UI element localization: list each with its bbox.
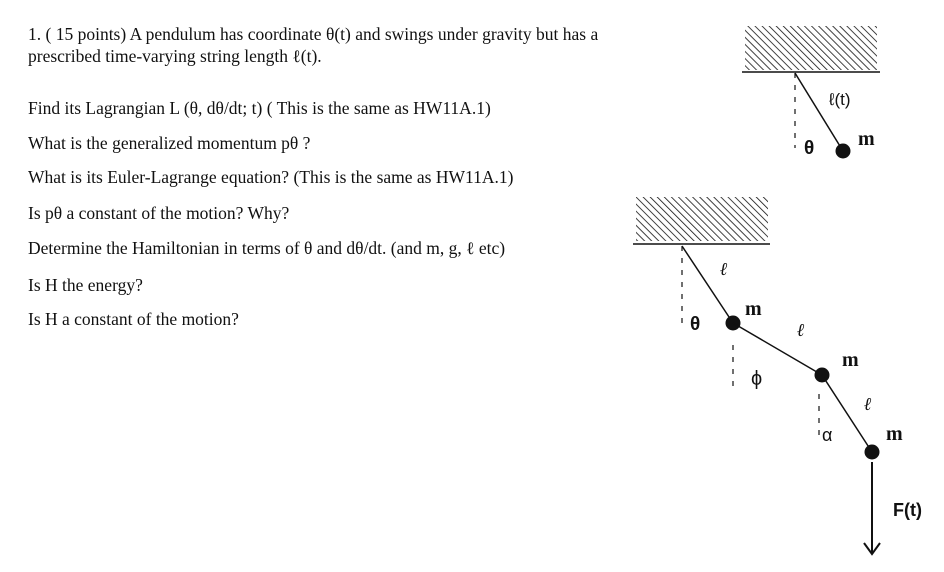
problem-header-line-2: prescribed time-varying string length ℓ(t). — [28, 46, 322, 66]
bottom-ceiling-hatch — [636, 197, 768, 241]
angle-alpha-label: α — [822, 425, 833, 445]
mass-label-1: m — [745, 298, 762, 320]
question-constant-h: Is H a constant of the motion? — [28, 309, 239, 329]
length-label-2: ℓ — [797, 320, 805, 340]
top-mass-bob — [836, 144, 851, 159]
mass-label-3: m — [886, 423, 903, 445]
length-label-3: ℓ — [864, 394, 872, 414]
top-mass-label: m — [858, 128, 875, 150]
force-label: F(t) — [893, 500, 922, 520]
top-ceiling-hatch — [745, 26, 877, 70]
question-euler-lagrange: What is its Euler-Lagrange equation? (This is the same as HW11A.1) — [28, 167, 514, 187]
question-energy: Is H the energy? — [28, 275, 143, 295]
problem-header-line-1: 1. ( 15 points) A pendulum has coordinate θ(t) and swings under gravity but has a — [28, 24, 599, 44]
angle-phi-label: ϕ — [751, 368, 763, 390]
top-length-label: ℓ(t) — [829, 90, 851, 109]
question-lagrangian: Find its Lagrangian L (θ, dθ/dt; t) ( This is the same as HW11A.1) — [28, 98, 491, 118]
length-label-1: ℓ — [720, 259, 728, 279]
top-string — [795, 73, 843, 151]
question-hamiltonian: Determine the Hamiltonian in terms of θ and dθ/dt. (and m, g, ℓ etc) — [28, 238, 506, 258]
angle-theta-label: θ — [690, 314, 701, 335]
string-2 — [733, 320, 822, 375]
mass-bob-3 — [865, 445, 880, 460]
question-conserved-momentum: Is pθ a constant of the motion? Why? — [28, 203, 290, 223]
string-1 — [682, 246, 733, 323]
mass-label-2: m — [842, 349, 859, 371]
question-momentum: What is the generalized momentum pθ ? — [28, 133, 311, 153]
top-angle-label: θ — [804, 138, 815, 159]
